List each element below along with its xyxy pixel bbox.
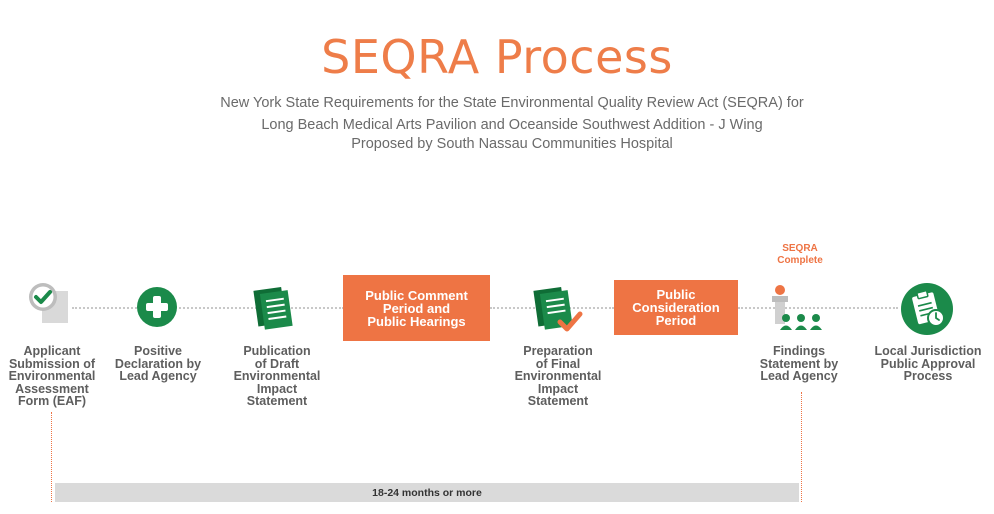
step-label-final-eis (503, 345, 613, 408)
label-line: Positive (134, 344, 182, 358)
label-line: Lead Agency (760, 369, 838, 383)
label-line: Public Approval (880, 356, 976, 371)
label-line: Local Jurisdiction (874, 344, 982, 358)
public-consideration-period-box (614, 280, 738, 335)
label-line: Statement (246, 394, 308, 408)
duration-bar (55, 483, 799, 502)
plus-circle-icon (136, 286, 178, 328)
label-line: Environmental (8, 369, 96, 383)
box-line: Public (656, 287, 696, 302)
page-title: SEQRA Process (321, 30, 673, 84)
podium-audience-icon (768, 284, 828, 332)
documents-check-icon (530, 284, 586, 336)
box-line: Consideration (632, 300, 720, 315)
step-label-draft-eis (222, 345, 332, 408)
clipboard-clock-icon (900, 282, 954, 336)
label-line: Impact (537, 381, 579, 396)
label-line: Statement by (759, 356, 839, 371)
step-label-findings-statement (745, 345, 853, 383)
label-line: of Draft (254, 356, 300, 371)
label-line: of Final (535, 356, 581, 371)
box-line: Public Comment (365, 287, 468, 303)
step-label-applicant-submission (0, 345, 104, 408)
box-line: Public Hearings (367, 313, 466, 329)
label-line: Environmental (233, 369, 321, 383)
checkmark-document-icon (28, 282, 72, 326)
box-line: Period and (382, 300, 451, 316)
subtitle-line-2: Long Beach Medical Arts Pavilion and Oceanside Southwest Addition - J Wing (261, 117, 763, 133)
duration-start-marker (51, 412, 52, 502)
label-line: Statement (527, 394, 589, 408)
seqra-complete-label (760, 243, 840, 267)
step-label-local-jurisdiction (866, 345, 990, 383)
milestone-line: SEQRA (782, 243, 818, 254)
label-line: Findings (772, 344, 826, 358)
public-comment-period-box (343, 275, 490, 341)
box-line: Period (655, 313, 697, 328)
subtitle-line-3: Proposed by South Nassau Communities Hospital (351, 136, 673, 152)
label-line: Process (903, 369, 953, 383)
label-line: Applicant (23, 344, 81, 358)
milestone-line: Complete (777, 255, 823, 266)
timeline-connector (72, 307, 344, 309)
label-line: Form (EAF) (17, 394, 87, 408)
duration-end-marker (801, 392, 802, 502)
documents-icon (250, 284, 300, 332)
label-line: Environmental (514, 369, 602, 383)
subtitle-line-1: New York State Requirements for the State Environmental Quality Review Act (SEQRA) for (220, 95, 804, 111)
label-line: Publication (243, 344, 311, 358)
label-line: Lead Agency (119, 369, 197, 383)
duration-label: 18-24 months or more (372, 486, 482, 499)
label-line: Preparation (523, 344, 593, 358)
label-line: Submission of (8, 356, 96, 371)
step-label-positive-declaration (102, 345, 214, 383)
label-line: Assessment (15, 381, 89, 396)
label-line: Impact (256, 381, 298, 396)
label-line: Declaration by (114, 356, 202, 371)
